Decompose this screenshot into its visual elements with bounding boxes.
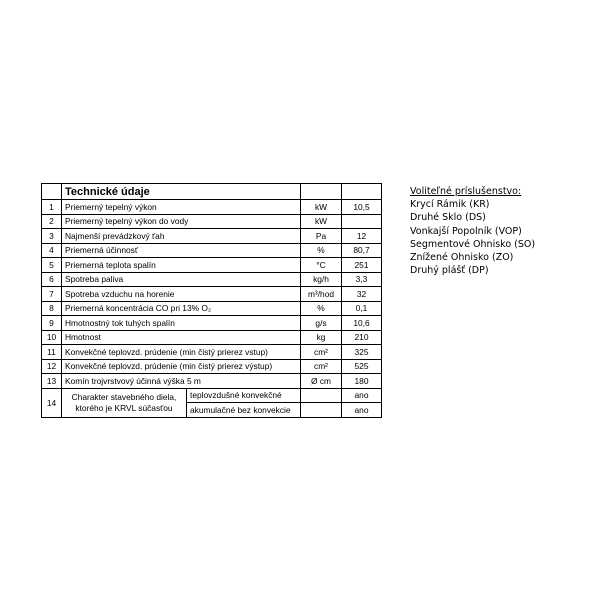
- accessory-item: Druhé Sklo (DS): [410, 212, 486, 224]
- accessory-item: Znížené Ohnisko (ZO): [410, 252, 514, 264]
- table-row: [42, 258, 382, 273]
- row-number: 8: [42, 301, 62, 316]
- row-value: 210: [342, 330, 382, 345]
- row-number: 7: [42, 287, 62, 302]
- table-row: [42, 301, 382, 316]
- table-row: [42, 330, 382, 345]
- accessory-item: Krycí Rámik (KR): [410, 199, 490, 211]
- row-value: ano: [342, 403, 382, 418]
- row-unit: kW: [301, 200, 342, 215]
- row-value: 525: [342, 359, 382, 374]
- row-unit: %: [301, 301, 342, 316]
- row-number: 10: [42, 330, 62, 345]
- row-unit: °C: [301, 258, 342, 273]
- row-value: [342, 214, 382, 229]
- table-row: [42, 214, 382, 229]
- table-row: [42, 287, 382, 302]
- accessory-item: Vonkajší Popolník (VOP): [410, 225, 522, 237]
- row-unit: [301, 388, 342, 403]
- table-row: [42, 359, 382, 374]
- table-row: [42, 229, 382, 244]
- row-value: 251: [342, 258, 382, 273]
- header-unit-cell: [301, 184, 342, 200]
- row-number: 9: [42, 316, 62, 331]
- row-number: 13: [42, 374, 62, 389]
- row-label: Konvekčné teplovzd. prúdenie (min čistý prierez výstup): [62, 359, 301, 374]
- technical-data-table: [41, 183, 382, 418]
- row-number: 3: [42, 229, 62, 244]
- table-row: [42, 345, 382, 360]
- row-label: Charakter stavebného diela, ktorého je KRVL súčasťou: [62, 388, 187, 417]
- row-label: Priemerný tepelný výkon: [62, 200, 301, 215]
- row-unit: cm²: [301, 359, 342, 374]
- row-number: 1: [42, 200, 62, 215]
- table-row: [42, 243, 382, 258]
- table-row: [42, 272, 382, 287]
- row-number: 2: [42, 214, 62, 229]
- row-value: 325: [342, 345, 382, 360]
- table-row: [42, 388, 382, 403]
- table-header-row: [42, 184, 382, 200]
- row-unit: g/s: [301, 316, 342, 331]
- optional-accessories: [410, 185, 535, 277]
- header-number-cell: [42, 184, 62, 200]
- row-label: Spotreba vzduchu na horenie: [62, 287, 301, 302]
- row-unit: Pa: [301, 229, 342, 244]
- row-value: 10,6: [342, 316, 382, 331]
- row-label: Spotreba paliva: [62, 272, 301, 287]
- row-unit: cm²: [301, 345, 342, 360]
- row-label: Hmotnostný tok tuhých spalín: [62, 316, 301, 331]
- table-row: [42, 316, 382, 331]
- accessories-title: Voliteľné príslušenstvo:: [410, 186, 522, 197]
- row-unit: m³/hod: [301, 287, 342, 302]
- accessories-list: [410, 198, 535, 277]
- row-unit: kW: [301, 214, 342, 229]
- row-value: 32: [342, 287, 382, 302]
- row-value: 10,5: [342, 200, 382, 215]
- table-row: [42, 200, 382, 215]
- table-title: Technické údaje: [62, 184, 301, 200]
- accessory-item: Druhý plášť (DP): [410, 265, 489, 277]
- row-sublabel: teplovzdušné konvekčné: [187, 388, 301, 403]
- accessory-item: Segmentové Ohnisko (SO): [410, 238, 536, 250]
- table-row: [42, 374, 382, 389]
- row-number: 11: [42, 345, 62, 360]
- row-value: 180: [342, 374, 382, 389]
- row-value: 80,7: [342, 243, 382, 258]
- row-number: 14: [42, 388, 62, 417]
- row-unit: Ø cm: [301, 374, 342, 389]
- row-label: Priemerný tepelný výkon do vody: [62, 214, 301, 229]
- row-unit: %: [301, 243, 342, 258]
- row-value: 3,3: [342, 272, 382, 287]
- row-label: Konvekčné teplovzd. prúdenie (min čistý prierez vstup): [62, 345, 301, 360]
- row-unit: kg: [301, 330, 342, 345]
- row-label: Priemerná koncentrácia CO pri 13% O₂: [62, 301, 301, 316]
- row-number: 4: [42, 243, 62, 258]
- row-label: Priemerná teplota spalín: [62, 258, 301, 273]
- row-value: ano: [342, 388, 382, 403]
- row-unit: kg/h: [301, 272, 342, 287]
- row-number: 6: [42, 272, 62, 287]
- row-unit: [301, 403, 342, 418]
- row-label: Hmotnost: [62, 330, 301, 345]
- row-label: Najmenší prevádzkový ťah: [62, 229, 301, 244]
- row-label: Komín trojvrstvový účinná výška 5 m: [62, 374, 301, 389]
- row-value: 12: [342, 229, 382, 244]
- row-number: 12: [42, 359, 62, 374]
- row-value: 0,1: [342, 301, 382, 316]
- row-number: 5: [42, 258, 62, 273]
- row-label: Priemerná účinnosť: [62, 243, 301, 258]
- header-value-cell: [342, 184, 382, 200]
- row-sublabel: akumulačné bez konvekcie: [187, 403, 301, 418]
